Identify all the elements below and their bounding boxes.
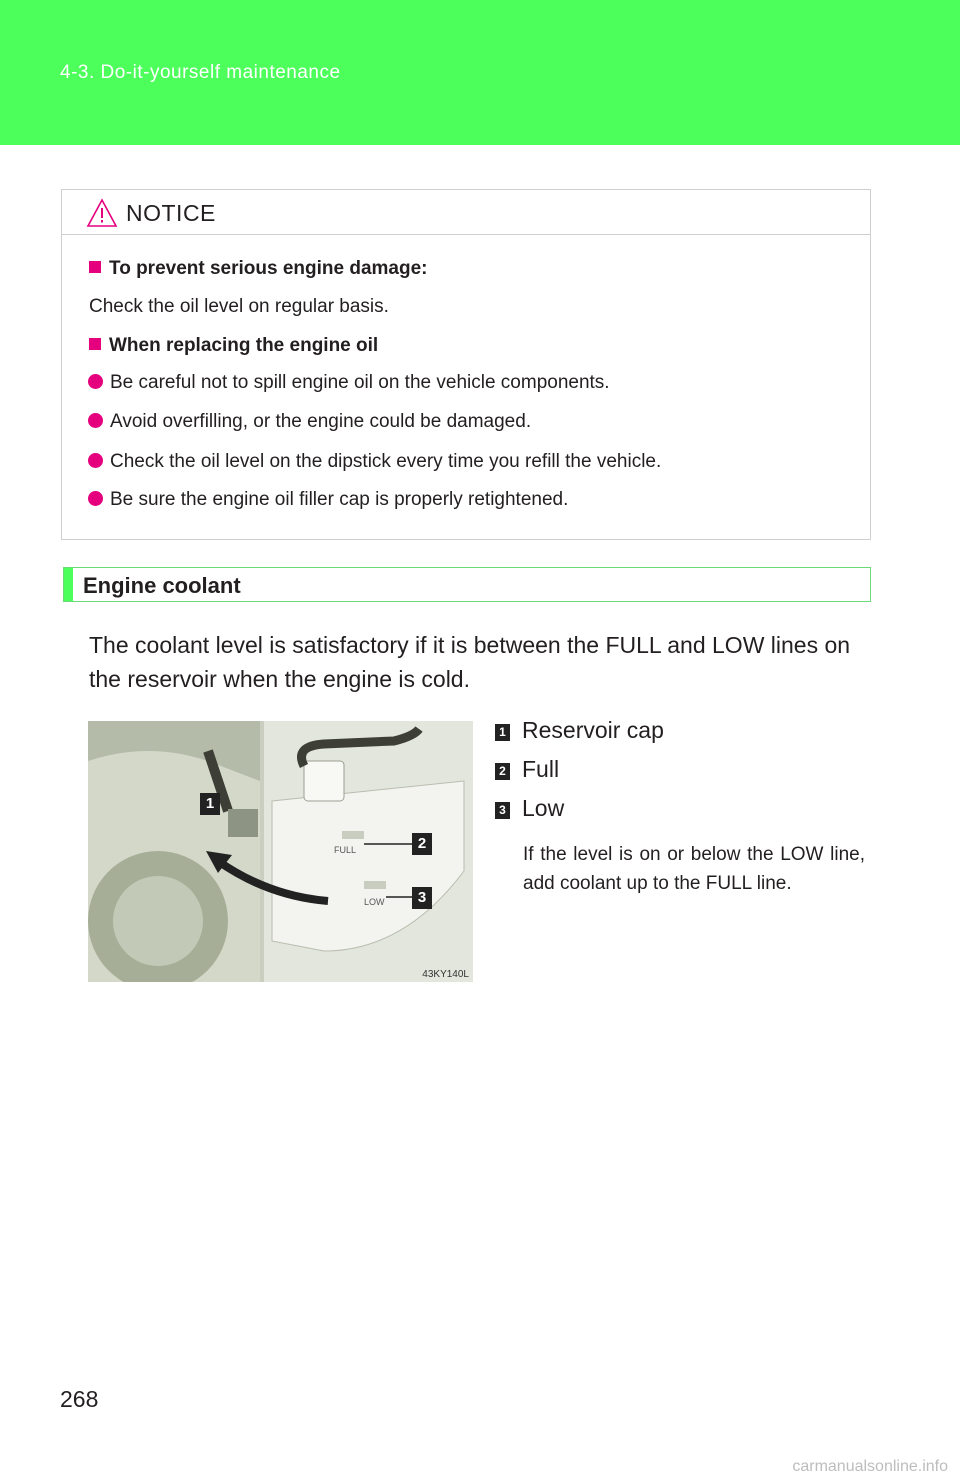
- circle-bullet-icon: [88, 453, 103, 468]
- low-mark-label: LOW: [364, 897, 385, 907]
- notice-bullet: Avoid overfilling, or the engine could be damaged.: [88, 411, 531, 433]
- notice-bullet: Be careful not to spill engine oil on the vehicle components.: [88, 372, 610, 394]
- number-badge: 3: [495, 802, 510, 819]
- circle-bullet-icon: [88, 374, 103, 389]
- number-badge: 2: [495, 763, 510, 780]
- figure-label-2: 2: [412, 833, 432, 855]
- square-bullet-icon: [89, 261, 101, 273]
- header-band: [0, 0, 960, 145]
- notice-text-1: Check the oil level on regular basis.: [89, 296, 389, 317]
- notice-header: [62, 190, 870, 235]
- full-mark-label: FULL: [334, 845, 357, 855]
- figure-label-1: 1: [200, 793, 220, 815]
- section-title: Engine coolant: [83, 573, 241, 598]
- notice-heading-1: To prevent serious engine damage:: [89, 258, 428, 280]
- page-number: 268: [60, 1386, 99, 1412]
- watermark: carmanualsonline.info: [792, 1458, 948, 1475]
- section-header: 4-3. Do-it-yourself maintenance: [60, 62, 341, 83]
- arrow-icon: [198, 841, 338, 911]
- figure-code: 43KY140L: [422, 969, 469, 980]
- legend-item-2: 2 Full: [495, 756, 559, 783]
- notice-box: [61, 189, 871, 540]
- notice-title: NOTICE: [126, 200, 216, 226]
- section-body: The coolant level is satisfactory if it is between the FULL and LOW lines on the reservoir when the engine is cold.: [89, 632, 851, 692]
- legend-item-3: 3 Low: [495, 795, 564, 822]
- coolant-reservoir-figure: [88, 721, 473, 982]
- section-heading: [63, 567, 871, 602]
- legend-note: If the level is on or below the LOW line, add coolant up to the FULL line.: [523, 844, 865, 894]
- square-bullet-icon: [89, 338, 101, 350]
- notice-bullet: Check the oil level on the dipstick every time you refill the vehicle.: [88, 451, 661, 473]
- warning-icon: [86, 198, 118, 228]
- legend-item-1: 1 Reservoir cap: [495, 717, 664, 744]
- circle-bullet-icon: [88, 413, 103, 428]
- notice-bullet: Be sure the engine oil filler cap is properly retightened.: [88, 489, 568, 511]
- section-accent-bar: [64, 568, 73, 601]
- notice-heading-2: When replacing the engine oil: [89, 335, 378, 357]
- circle-bullet-icon: [88, 491, 103, 506]
- number-badge: 1: [495, 724, 510, 741]
- figure-label-3: 3: [412, 887, 432, 909]
